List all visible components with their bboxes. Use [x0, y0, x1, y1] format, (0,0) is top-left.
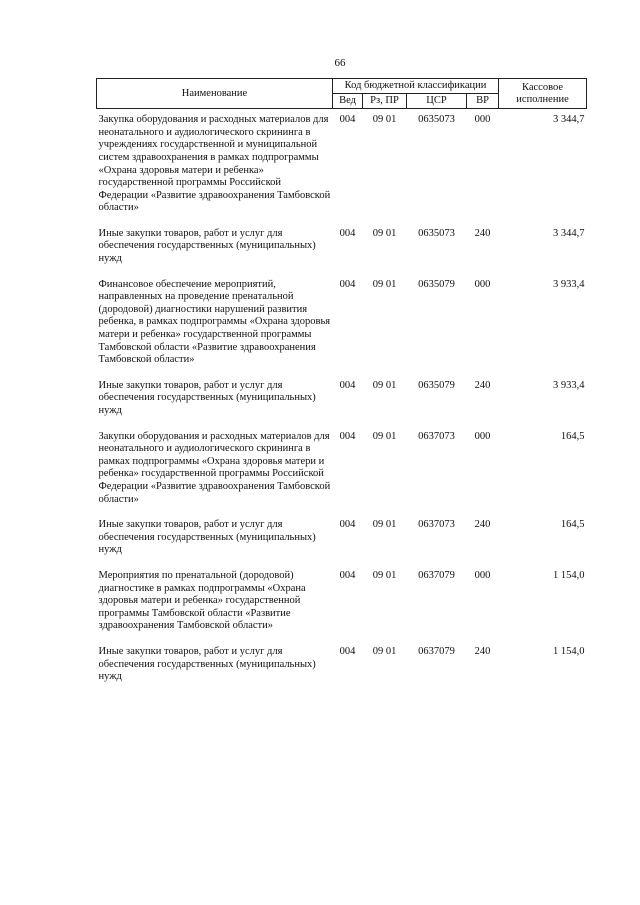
row-ved: 004 [339, 430, 356, 442]
row-amount: 3 344,7 [553, 227, 585, 239]
row-csr: 0637079 [418, 645, 455, 657]
row-name: Иные закупки товаров, работ и услуг для обеспечения государственных (муниципальных) нужд [98, 227, 316, 265]
row-rz-pr: 09 01 [372, 430, 397, 442]
row-name: Финансовое обеспечение мероприятий, направленных на проведение пренатальной (дородовой) диагностики нарушений развития ребенка, в рамках подпрограммы «Охрана здоровья матери и ребенка» государственной программы Тамбовской области «Развитие здравоохранения Тамбовской области» [98, 278, 331, 366]
table-row [97, 274, 587, 375]
row-csr: 0635079 [418, 278, 455, 290]
row-name: Мероприятия по пренатальной (дородовой) диагностике в рамках подпрограммы «Охрана здоровья матери и ребенка» государственной программы Тамбовской области «Развитие здравоохранения Тамбовской области» [98, 569, 306, 632]
row-amount: 3 933,4 [553, 278, 585, 290]
row-vr: 240 [474, 519, 491, 531]
row-amount: 3 933,4 [553, 379, 585, 391]
row-rz-pr: 09 01 [372, 379, 397, 391]
row-ved: 004 [339, 114, 356, 126]
row-amount: 164,5 [560, 519, 585, 531]
table-body [97, 109, 587, 692]
row-vr: 000 [474, 278, 491, 290]
row-ved: 004 [339, 227, 356, 239]
row-ved: 004 [339, 569, 356, 581]
row-rz-pr: 09 01 [372, 227, 397, 239]
row-vr: 000 [474, 114, 491, 126]
row-name: Иные закупки товаров, работ и услуг для обеспечения государственных (муниципальных) нужд [98, 645, 316, 683]
row-ved: 004 [339, 519, 356, 531]
row-vr: 000 [474, 430, 491, 442]
header-name: Наименование [97, 79, 333, 109]
row-csr: 0637079 [418, 569, 455, 581]
table-row [97, 223, 587, 274]
row-ved: 004 [339, 278, 356, 290]
row-name: Иные закупки товаров, работ и услуг для обеспечения государственных (муниципальных) нужд [98, 379, 316, 416]
row-rz-pr: 09 01 [372, 278, 397, 290]
row-vr: 240 [474, 379, 491, 391]
row-csr: 0637073 [418, 519, 455, 531]
row-csr: 0635073 [418, 114, 455, 126]
row-rz-pr: 09 01 [372, 569, 397, 581]
table-row [97, 426, 587, 515]
row-csr: 0635079 [418, 379, 455, 391]
row-rz-pr: 09 01 [372, 645, 397, 657]
row-name: Закупка оборудования и расходных материалов для неонатального и аудиологического скрининга в учреждениях государственной и муниципальной систем здравоохранения в рамках подпрограммы «Охрана здоровья матери и ребенка» государственной программы Российской Федерации «Развитие здравоохранения Тамбовской области» [98, 114, 331, 214]
header-rz-pr: Рз, ПР [363, 94, 407, 109]
row-amount: 164,5 [560, 430, 585, 442]
row-amount: 1 154,0 [553, 569, 585, 581]
header-code-group: Код бюджетной классификации [333, 79, 499, 94]
row-name: Закупки оборудования и расходных материалов для неонатального и аудиологического скрининга в рамках подпрограммы «Охрана здоровья матери и ребенка» государственной программы Российской Федерации «Развитие здравоохранения Тамбовской области» [98, 430, 331, 505]
row-rz-pr: 09 01 [372, 114, 397, 126]
header-vr: ВР [467, 94, 499, 109]
row-vr: 000 [474, 569, 491, 581]
row-vr: 240 [474, 227, 491, 239]
header-amount: Кассовое исполнение [499, 79, 587, 109]
row-ved: 004 [339, 645, 356, 657]
row-name: Иные закупки товаров, работ и услуг для обеспечения государственных (муниципальных) нужд [98, 519, 316, 556]
row-amount: 1 154,0 [553, 645, 585, 657]
table-row [97, 375, 587, 426]
page-number: 66 [334, 57, 346, 69]
table-row [97, 514, 587, 565]
row-rz-pr: 09 01 [372, 519, 397, 531]
row-ved: 004 [339, 379, 356, 391]
row-csr: 0637073 [418, 430, 455, 442]
budget-table [96, 78, 587, 692]
row-amount: 3 344,7 [553, 114, 585, 126]
header-ved: Вед [333, 94, 363, 109]
table-row [97, 109, 587, 223]
table-row [97, 565, 587, 641]
table-header [97, 79, 587, 109]
table-row [97, 641, 587, 692]
row-csr: 0635073 [418, 227, 455, 239]
row-vr: 240 [474, 645, 491, 657]
header-csr: ЦСР [407, 94, 467, 109]
